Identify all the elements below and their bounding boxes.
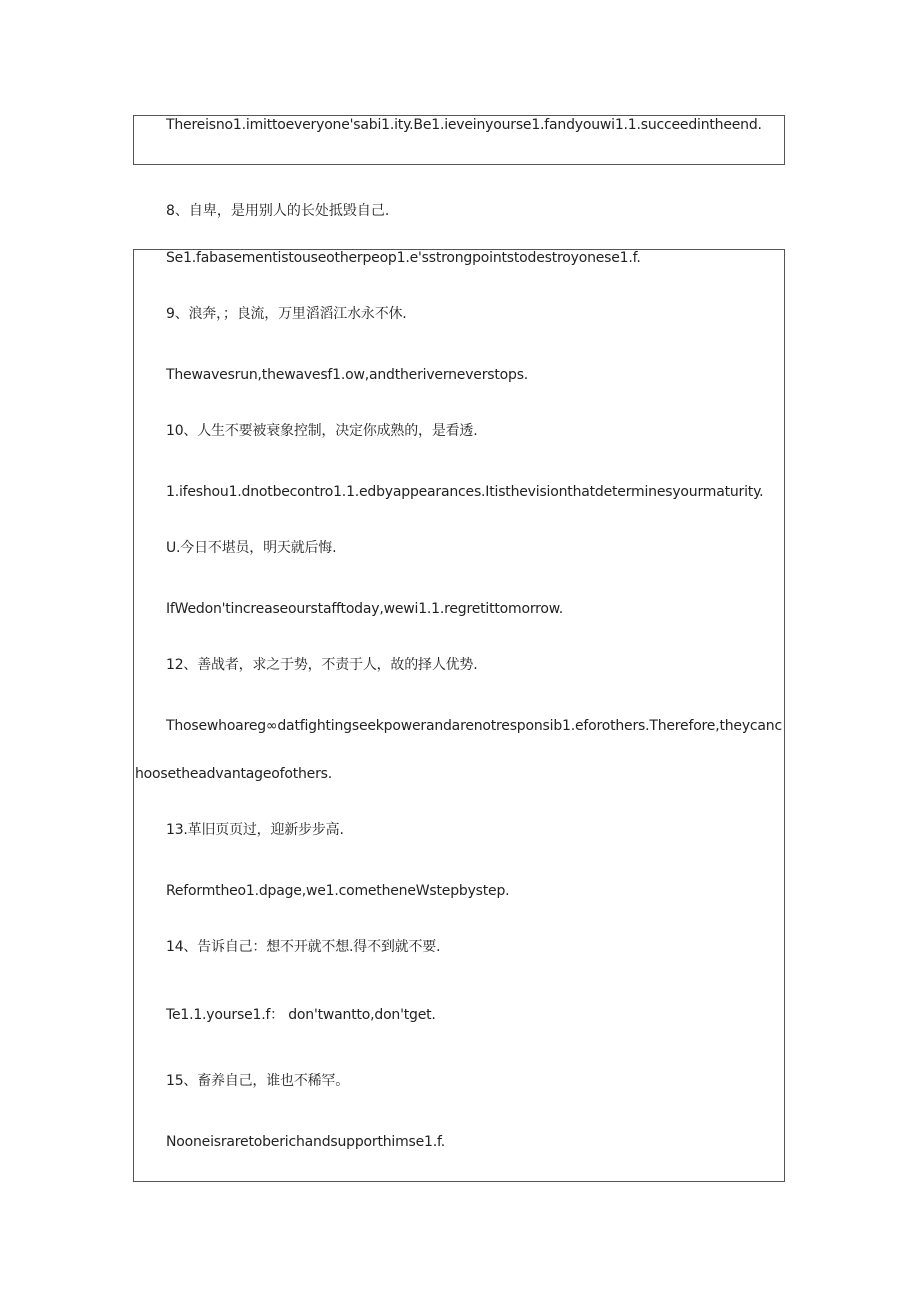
item-13-heading: 13.革旧页页过，迎新步步高. — [166, 822, 344, 838]
item-13-translation: Reformtheo1.dpage,we1.cometheneWstepbystep. — [166, 883, 510, 899]
item-9-translation: Thewavesrun,thewavesf1.ow,andtheriverneverstops. — [166, 367, 529, 383]
item-8-translation: Se1.fabasementistouseotherpeop1.e'sstrongpointstodestroyonese1.f. — [166, 250, 641, 266]
item-12-translation: Thosewhoareg∞datfightingseekpowerandarenotresponsib1.eforothers.Therefore,theycanc — [166, 718, 782, 734]
item-9-heading: 9、浪奔，；良流，万里滔滔江水永不休. — [166, 306, 407, 322]
item-15-translation: Nooneisraretoberichandsupporthimse1.f. — [166, 1134, 445, 1150]
item-15-heading: 15、畜养自己，谁也不稀罕。 — [166, 1073, 350, 1089]
main-text-box — [133, 249, 785, 1182]
item-10-heading: 10、人生不要被衰象控制，决定你成熟的，是看透. — [166, 423, 478, 439]
item-12-translation-cont: hoosetheadvantageofothers. — [135, 766, 332, 782]
item-12-heading: 12、善战者，求之于势，不责于人，故的择人优势. — [166, 657, 478, 673]
top-box-text: Thereisno1.imittoeveryone'sabi1.ity.Be1.ieveinyourse1.fandyouwi1.1.succeedintheend. — [166, 117, 762, 133]
item-14-heading: 14、告诉自己：想不开就不想.得不到就不要. — [166, 939, 441, 955]
item-10-translation: 1.ifeshou1.dnotbecontro1.1.edbyappearances.Itisthevisionthatdeterminesyourmaturity. — [166, 484, 764, 500]
item-11-heading: U.今日不堪员，明天就后悔. — [166, 540, 337, 556]
item-8-heading: 8、自卑，是用别人的长处抵毁自己. — [166, 203, 390, 219]
item-11-translation: IfWedon'tincreaseourstafftoday,wewi1.1.regretittomorrow. — [166, 601, 563, 617]
item-14-translation: Te1.1.yourse1.f： don'twantto,don'tget. — [166, 1007, 436, 1023]
